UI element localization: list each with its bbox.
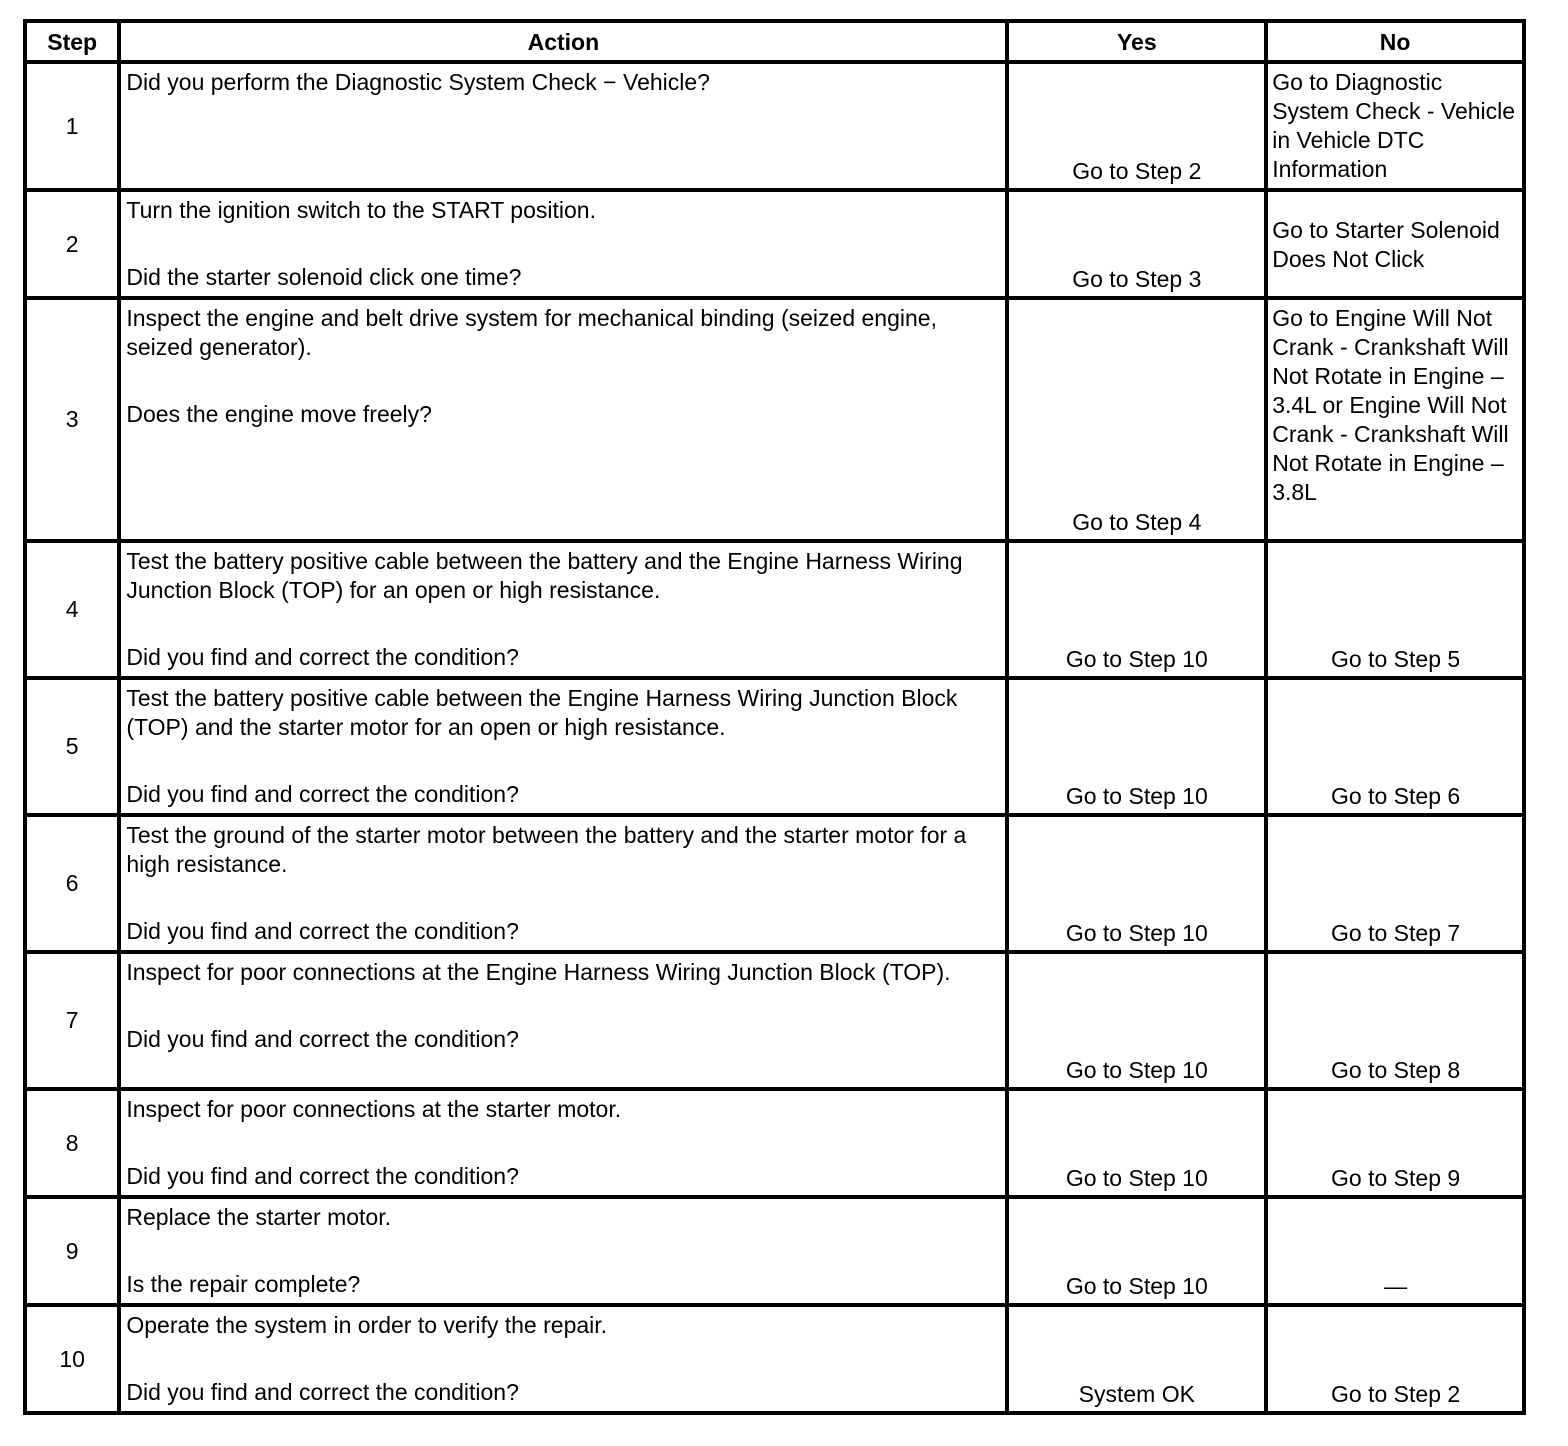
no-cell: Go to Step 7 [1266,815,1524,952]
step-number: 6 [25,815,119,952]
action-text: Inspect for poor connections at the Engine Harness Wiring Junction Block (TOP). [126,959,951,985]
step-number: 1 [25,62,119,190]
action-question: Did you find and correct the condition? [126,1163,519,1189]
action-text: Inspect for poor connections at the starter motor. [126,1096,622,1122]
no-cell: — [1266,1197,1524,1305]
table-row [25,815,1524,952]
action-text: Did you perform the Diagnostic System Check − Vehicle? [126,69,710,95]
header-step: Step [25,21,119,62]
no-cell: Go to Diagnostic System Check - Vehicle in Vehicle DTC Information [1266,62,1524,190]
header-action: Action [119,21,1007,62]
yes-cell: Go to Step 10 [1007,541,1266,678]
step-number: 5 [25,678,119,815]
step-number: 3 [25,298,119,541]
action-text: Test the battery positive cable between the Engine Harness Wiring Junction Block (TOP) and the starter motor for an open or high resistance. [126,685,958,740]
step-number: 10 [25,1305,119,1413]
action-question: Does the engine move freely? [126,401,432,427]
action-question: Is the repair complete? [126,1271,361,1297]
yes-cell: Go to Step 10 [1007,1089,1266,1197]
diagnostic-table [23,19,1526,1415]
yes-cell: Go to Step 10 [1007,815,1266,952]
action-cell [119,62,1007,190]
header-row [25,21,1524,62]
no-cell: Go to Step 5 [1266,541,1524,678]
action-cell [119,190,1007,298]
header-yes: Yes [1007,21,1266,62]
yes-cell: Go to Step 10 [1007,1197,1266,1305]
step-number: 9 [25,1197,119,1305]
table-row [25,62,1524,190]
table-row [25,678,1524,815]
step-number: 7 [25,952,119,1089]
table-row [25,298,1524,541]
action-text: Inspect the engine and belt drive system for mechanical binding (seized engine, seized generator). [126,305,937,360]
action-question: Did you find and correct the condition? [126,644,519,670]
yes-cell: Go to Step 4 [1007,298,1266,541]
no-cell: Go to Step 8 [1266,952,1524,1089]
yes-cell: Go to Step 10 [1007,952,1266,1089]
step-number: 2 [25,190,119,298]
action-text: Test the ground of the starter motor between the battery and the starter motor for a high resistance. [126,822,967,877]
header-no: No [1266,21,1524,62]
table-row [25,952,1524,1089]
action-cell [119,952,1007,1089]
action-question: Did you find and correct the condition? [126,918,519,944]
action-text: Replace the starter motor. [126,1204,391,1230]
no-cell: Go to Starter Solenoid Does Not Click [1266,190,1524,298]
action-text: Operate the system in order to verify the repair. [126,1312,608,1338]
yes-cell: Go to Step 2 [1007,62,1266,190]
no-cell: Go to Step 2 [1266,1305,1524,1413]
action-question: Did you find and correct the condition? [126,1026,519,1052]
step-number: 8 [25,1089,119,1197]
table-row [25,190,1524,298]
action-cell [119,1197,1007,1305]
yes-cell: Go to Step 3 [1007,190,1266,298]
no-cell: Go to Step 6 [1266,678,1524,815]
action-question: Did you find and correct the condition? [126,781,519,807]
table-row [25,541,1524,678]
action-cell [119,541,1007,678]
action-cell [119,1089,1007,1197]
table-row [25,1089,1524,1197]
yes-cell: Go to Step 10 [1007,678,1266,815]
action-cell [119,815,1007,952]
action-cell [119,298,1007,541]
no-cell: Go to Step 9 [1266,1089,1524,1197]
action-text: Test the battery positive cable between the battery and the Engine Harness Wiring Junction Block (TOP) for an open or high resistance. [126,548,963,603]
no-cell: Go to Engine Will Not Crank - Crankshaft Will Not Rotate in Engine – 3.4L or Engine Will Not Crank - Crankshaft Will Not Rotate in Engine – 3.8L [1266,298,1524,541]
action-question: Did the starter solenoid click one time? [126,264,522,290]
step-number: 4 [25,541,119,678]
action-cell [119,678,1007,815]
table-row [25,1197,1524,1305]
table-row [25,1305,1524,1413]
action-question: Did you find and correct the condition? [126,1379,519,1405]
action-text: Turn the ignition switch to the START position. [126,197,596,223]
yes-cell: System OK [1007,1305,1266,1413]
action-cell [119,1305,1007,1413]
